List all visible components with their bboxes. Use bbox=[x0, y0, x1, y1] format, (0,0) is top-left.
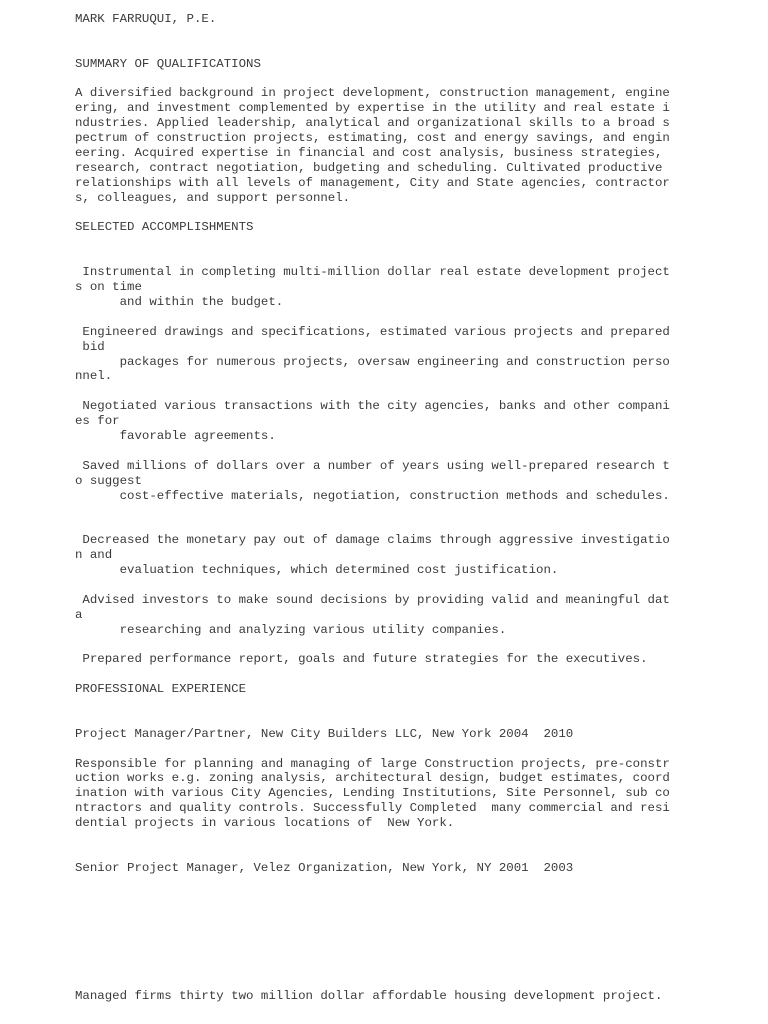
job-description-line: Responsible for planning and managing of large Construction projects, pre-constr bbox=[75, 756, 670, 771]
accomplishment-line: bid bbox=[75, 339, 105, 354]
job-description-line: Managed firms thirty two million dollar affordable housing development project. bbox=[75, 988, 663, 1003]
accomplishment-line: favorable agreements. bbox=[75, 428, 276, 443]
accomplishment-item bbox=[75, 459, 685, 504]
candidate-name: MARK FARRUQUI, P.E. bbox=[75, 12, 217, 26]
accomplishments-heading: SELECTED ACCOMPLISHMENTS bbox=[75, 220, 254, 235]
job-description bbox=[75, 757, 685, 831]
accomplishment-line: Negotiated various transactions with the city agencies, banks and other compani bbox=[75, 399, 670, 414]
job-description-line: dential projects in various locations of New York. bbox=[75, 816, 455, 831]
job-description-line: ntractors and quality controls. Successfully Completed many commercial and resi bbox=[75, 801, 670, 816]
accomplishment-item bbox=[75, 533, 685, 578]
resume-document bbox=[75, 12, 685, 1004]
summary-line: A diversified background in project development, construction management, engine bbox=[75, 86, 670, 101]
accomplishment-line: Prepared performance report, goals and future strategies for the executives. bbox=[75, 652, 648, 667]
summary-line: s, colleagues, and support personnel. bbox=[75, 190, 351, 205]
summary-line: eering. Acquired expertise in financial and cost analysis, business strategies, bbox=[75, 146, 663, 161]
accomplishment-line: nnel. bbox=[75, 369, 113, 384]
accomplishment-line: evaluation techniques, which determined cost justification. bbox=[75, 563, 559, 577]
accomplishment-line: and within the budget. bbox=[75, 294, 284, 309]
summary-line: ndustries. Applied leadership, analytical and organizational skills to a broad s bbox=[75, 116, 670, 131]
accomplishment-item bbox=[75, 593, 685, 638]
accomplishment-line: Instrumental in completing multi-million dollar real estate development project bbox=[75, 265, 670, 280]
accomplishment-item bbox=[75, 399, 685, 444]
job-title-line: Project Manager/Partner, New City Builders LLC, New York 2004 2010 bbox=[75, 726, 574, 741]
accomplishment-line: cost-effective materials, negotiation, construction methods and schedules. bbox=[75, 488, 670, 503]
accomplishment-line: Decreased the monetary pay out of damage claims through aggressive investigatio bbox=[75, 533, 670, 548]
job-description-line: uction works e.g. zoning analysis, architectural design, budget estimates, coord bbox=[75, 771, 670, 786]
accomplishment-item bbox=[75, 265, 685, 310]
job-title-line: Senior Project Manager, Velez Organization, New York, NY 2001 2003 bbox=[75, 860, 574, 875]
accomplishment-line: Advised investors to make sound decisions by providing valid and meaningful dat bbox=[75, 592, 670, 607]
accomplishment-line: es for bbox=[75, 414, 120, 429]
accomplishment-line: n and bbox=[75, 548, 113, 563]
summary-line: pectrum of construction projects, estimating, cost and energy savings, and engin bbox=[75, 131, 670, 146]
job-description-line: ination with various City Agencies, Lending Institutions, Site Personnel, sub co bbox=[75, 786, 670, 801]
accomplishment-line: Engineered drawings and specifications, estimated various projects and prepared bbox=[75, 324, 670, 339]
summary-paragraph bbox=[75, 86, 685, 205]
accomplishment-line: researching and analyzing various utility companies. bbox=[75, 622, 507, 637]
accomplishment-line: Saved millions of dollars over a number of years using well-prepared research t bbox=[75, 458, 670, 473]
job-description bbox=[75, 989, 685, 1004]
summary-heading: SUMMARY OF QUALIFICATIONS bbox=[75, 56, 261, 71]
summary-line: ering, and investment complemented by expertise in the utility and real estate i bbox=[75, 101, 670, 116]
accomplishment-line: s on time bbox=[75, 280, 142, 295]
summary-line: relationships with all levels of management, City and State agencies, contractor bbox=[75, 175, 670, 190]
experience-heading: PROFESSIONAL EXPERIENCE bbox=[75, 682, 247, 697]
accomplishment-line: packages for numerous projects, oversaw engineering and construction perso bbox=[75, 354, 670, 369]
accomplishment-item bbox=[75, 652, 685, 667]
accomplishment-line: o suggest bbox=[75, 473, 142, 488]
accomplishment-line: a bbox=[75, 607, 83, 622]
summary-line: research, contract negotiation, budgeting and scheduling. Cultivated productive bbox=[75, 160, 663, 175]
accomplishment-item bbox=[75, 325, 685, 385]
